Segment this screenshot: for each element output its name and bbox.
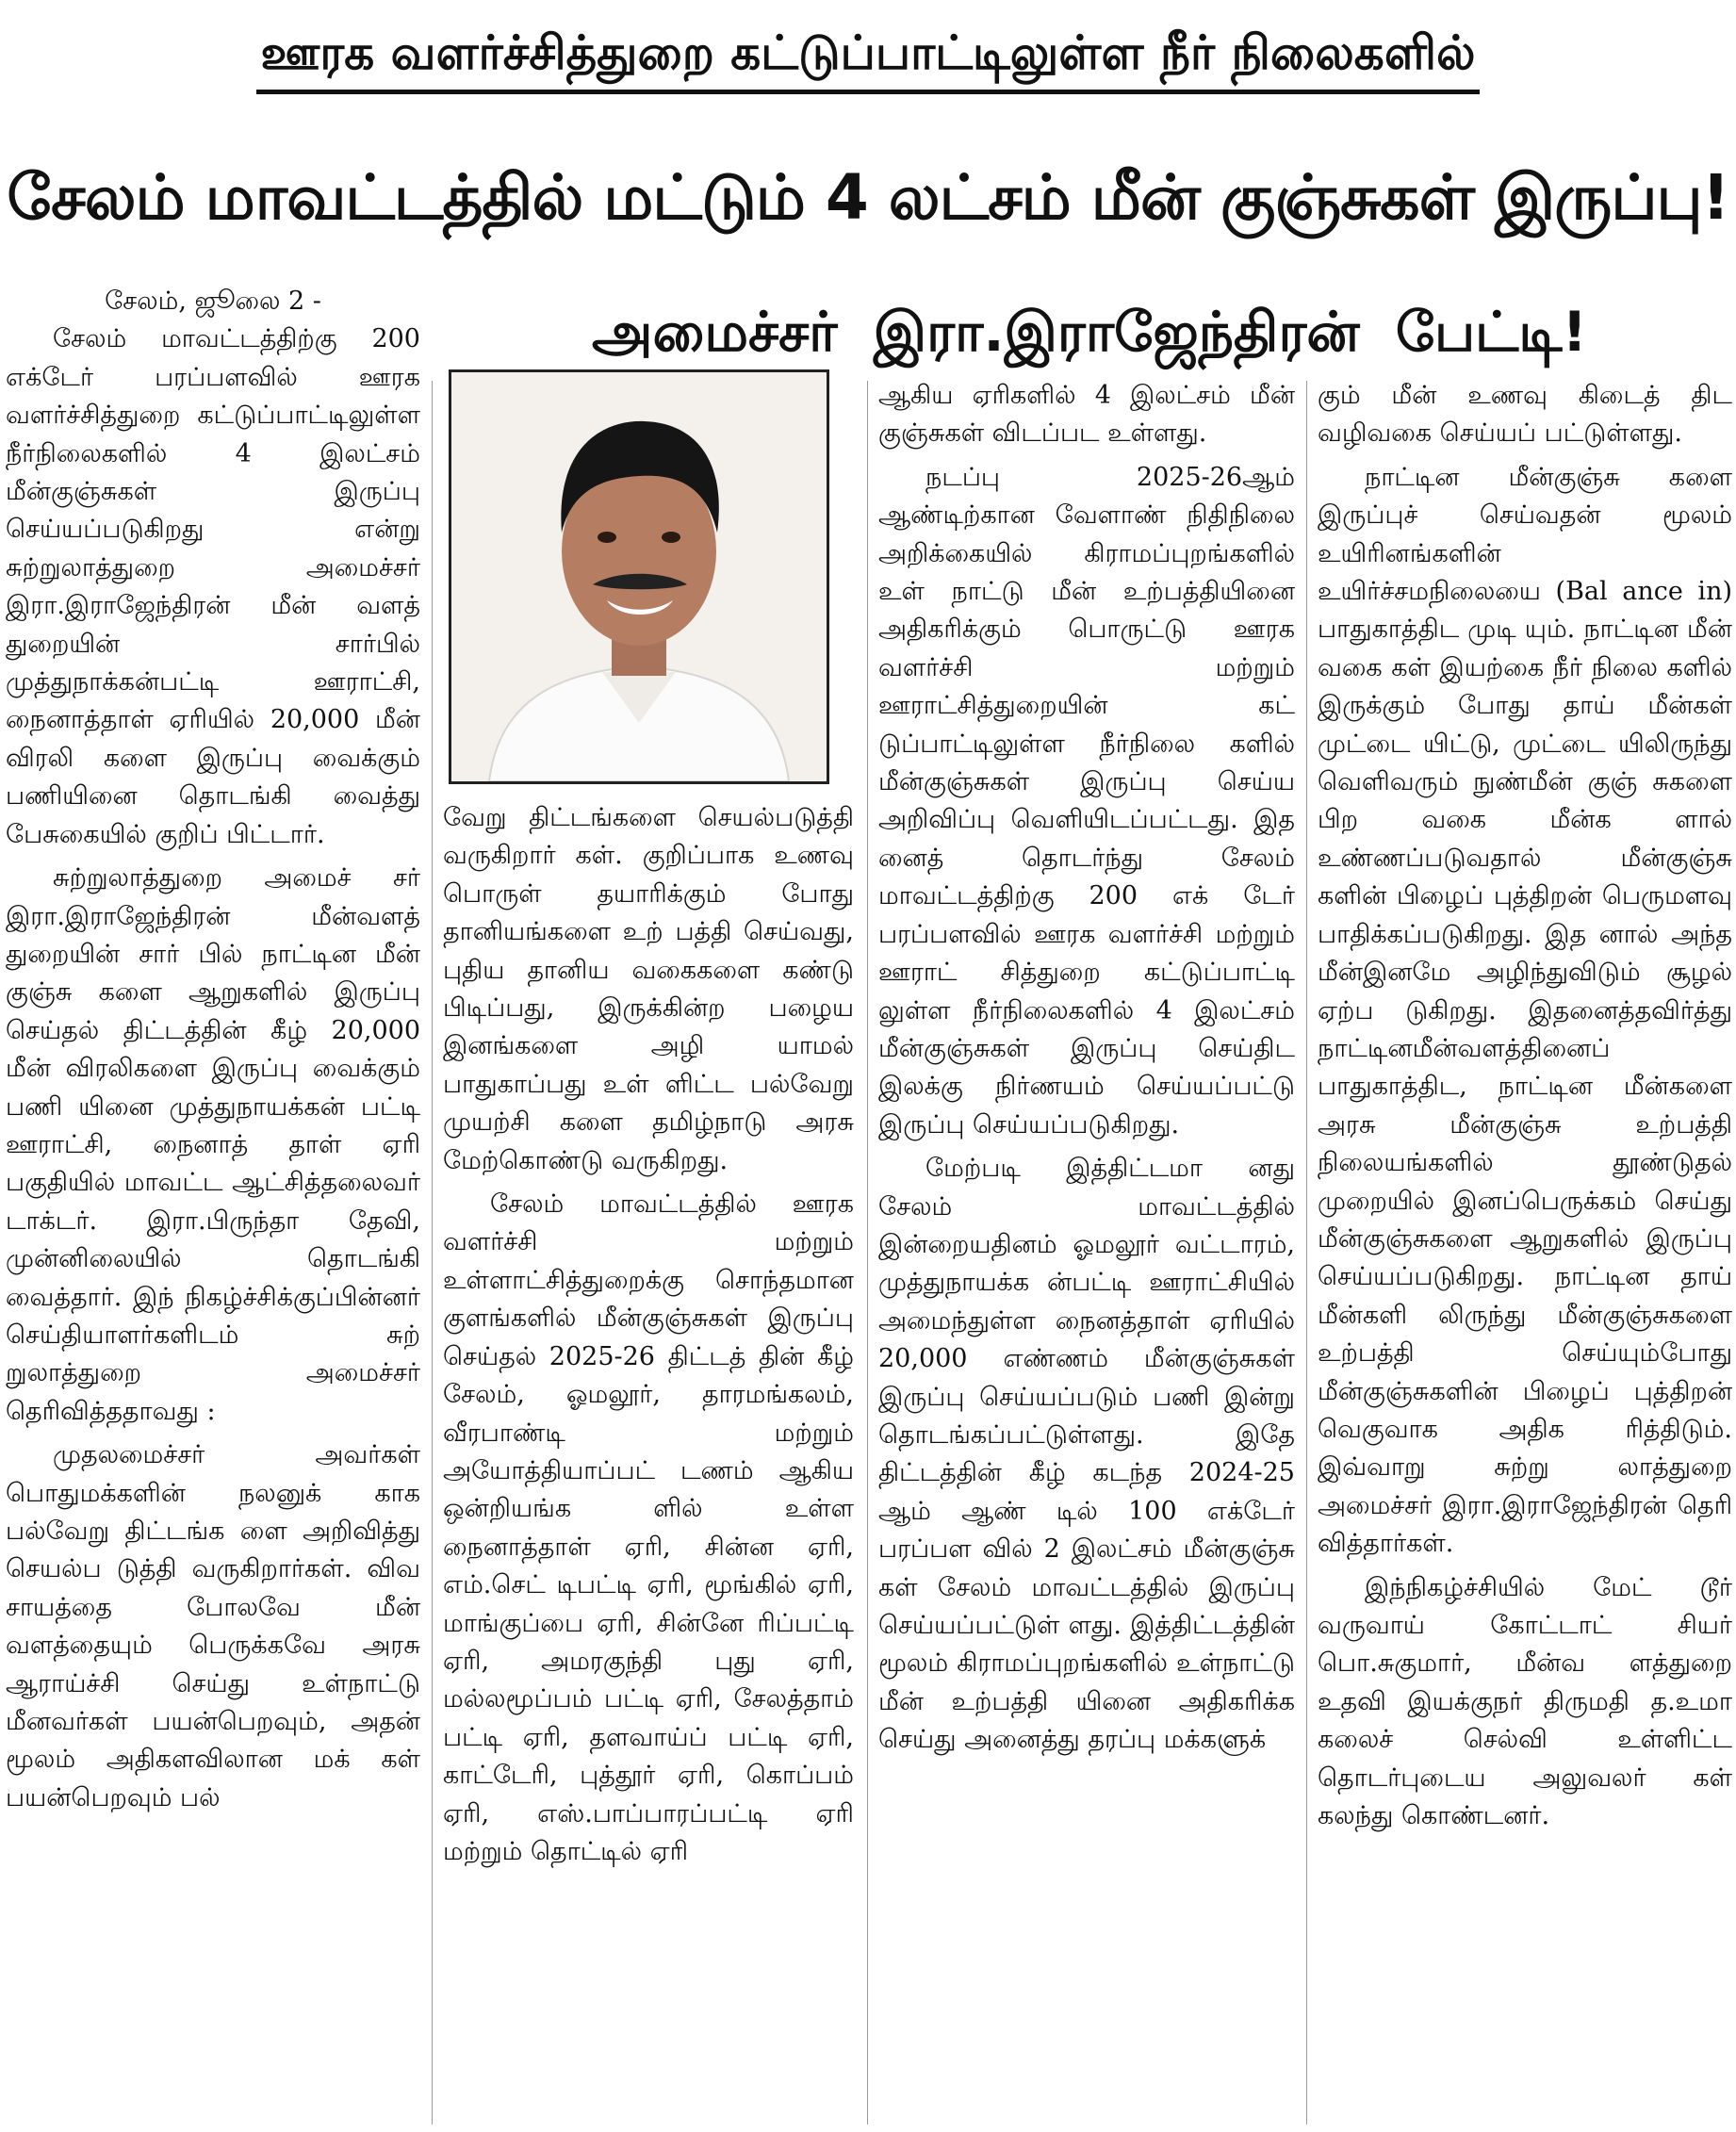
paragraph: சேலம் மாவட்டத்தில் ஊரக வளர்ச்சி மற்றும் உள்ளாட்சித்துறைக்கு சொந்தமான குளங்களில் மீன்குஞ்சுகள் இருப்பு செய்தல் 2025-26 திட்டத் தின் கீழ் சேலம், ஓமலூர், தாரமங்கலம், வீரபாண்டி மற்றும் அயோத்தியாப்பட் டணம் ஆகிய ஒன்றியங்க ளில் உள்ள நைனாத்தாள் ஏரி, சின்ன ஏரி, எம்.செட் டிபட்டி ஏரி, மூங்கில் ஏரி, மாங்குப்பை ஏரி, சின்னே ரிப்பட்டி ஏரி, அமரகுந்தி புது ஏரி, மல்லமூப்பம் பட்டி ஏரி, சேலத்தாம் பட்டி ஏரி, தளவாய்ப் பட்டி ஏரி, காட்டேரி, புத்தூர் ஏரி, கொப்பம் ஏரி, எஸ்.பாப்பாரப்பட்டி ஏரி மற்றும் தொட்டில் ஏரி xyxy=(443,1189,854,1866)
article-column-4 xyxy=(1318,377,1732,2128)
paragraph: ஆகிய ஏரிகளில் 4 இலட்சம் மீன் குஞ்சுகள் விடப்பட உள்ளது. xyxy=(878,381,1295,449)
column-rule xyxy=(432,381,433,2124)
paragraph: முதலமைச்சர் அவர்கள் பொதுமக்களின் நலனுக் காக பல்வேறு திட்டங்க ளை அறிவித்து செயல்ப டுத்தி வருகிறார்கள். விவ சாயத்தை போலவே மீன் வளத்தையும் பெருக்கவே அரசு ஆராய்ச்சி செய்து உள்நாட்டு மீனவர்கள் பயன்பெறவும், அதன் மூலம் அதிகளவிலான மக் கள் பயன்பெறவும் பல் xyxy=(6,1440,420,1812)
paragraph: மேற்படி இத்திட்டமா னது சேலம் மாவட்டத்தில் இன்றையதினம் ஓமலூர் வட்டாரம், முத்துநாயக்க ன்பட்டி ஊராட்சியில் அமைந்துள்ள நைனத்தாள் ஏரியில் 20,000 எண்ணம் மீன்குஞ்சுகள் இருப்பு செய்யப்படும் பணி இன்று தொடங்கப்பட்டுள்ளது. இதே திட்டத்தின் கீழ் கடந்த 2024-25 ஆம் ஆண் டில் 100 எக்டேர் பரப்பள வில் 2 இலட்சம் மீன்குஞ்சு கள் சேலம் மாவட்டத்தில் இருப்பு செய்யப்பட்டுள் ளது. இத்திட்டத்தின் மூலம் கிராமப்புறங்களில் உள்நாட்டு மீன் உற்பத்தி யினை அதிகரிக்க செய்து அனைத்து தரப்பு மக்களுக் xyxy=(878,1154,1295,1755)
paragraph: இந்நிகழ்ச்சியில் மேட் டூர் வருவாய் கோட்டாட் சியர் பொ.சுகுமார், மீன்வ ளத்துறை உதவி இயக்குநர் திருமதி த.உமா கலைச் செல்வி உள்ளிட்ட தொடர்புடைய அலுவலர் கள் கலந்து கொண்டனர். xyxy=(1318,1572,1732,1831)
minister-photo xyxy=(449,369,829,784)
paragraph: சேலம் மாவட்டத்திற்கு 200 எக்டேர் பரப்பளவில் ஊரக வளர்ச்சித்துறை கட்டுப்பாட்டிலுள்ள நீர்நிலைகளில் 4 இலட்சம் மீன்குஞ்சுகள் இருப்பு செய்யப்படுகிறது என்று சுற்றுலாத்துறை அமைச்சர் இரா.இராஜேந்திரன் மீன் வளத் துறையின் சார்பில் முத்துநாக்கன்பட்டி ஊராட்சி, நைனாத்தாள் ஏரியில் 20,000 மீன் விரலி களை இருப்பு வைக்கும் பணியினை தொடங்கி வைத்து பேசுகையில் குறிப் பிட்டார். xyxy=(6,324,420,849)
article-column-3 xyxy=(878,377,1295,2128)
paragraph: சுற்றுலாத்துறை அமைச் சர் இரா.இராஜேந்திரன் மீன்வளத் துறையின் சார் பில் நாட்டின மீன் குஞ்சு களை ஆறுகளில் இருப்பு செய்தல் திட்டத்தின் கீழ் 20,000 மீன் விரலிகளை இருப்பு வைக்கும் பணி யினை முத்துநாயக்கன் பட்டி ஊராட்சி, நைனாத் தாள் ஏரி பகுதியில் மாவட்ட ஆட்சித்தலைவர் டாக்டர். இரா.பிருந்தா தேவி, முன்னிலையில் தொடங்கி வைத்தார். இந் நிகழ்ச்சிக்குப்பின்னர் செய்தியாளர்களிடம் சுற் றுலாத்துறை அமைச்சர் தெரிவித்ததாவது : xyxy=(6,863,420,1426)
kicker-headline: ஊரக வளர்ச்சித்துறை கட்டுப்பாட்டிலுள்ள நீர் நிலைகளில் xyxy=(0,11,1736,94)
main-headline: சேலம் மாவட்டத்தில் மட்டும் 4 லட்சம் மீன் குஞ்சுகள் இருப்பு! xyxy=(7,161,1729,234)
paragraph: நாட்டின மீன்குஞ்சு களை இருப்புச் செய்வதன் மூலம் உயிரினங்களின் உயிர்ச்சமநிலையை (Bal ance in) பாதுகாத்திட முடி யும். நாட்டின மீன் வகை கள் இயற்கை நீர் நிலை களில் இருக்கும் போது தாய் மீன்கள் முட்டை யிட்டு, முட்டை யிலிருந்து வெளிவரும் நுண்மீன் குஞ் சுகளை பிற வகை மீன்க ளால் உண்ணப்படுவதால் மீன்குஞ்சு களின் பிழைப் புத்திறன் பெருமளவு பாதிக்கப்படுகிறது. இத னால் அந்த மீன்இனமே அழிந்துவிடும் சூழல் ஏற்ப டுகிறது. இதனைத்தவிர்த்து நாட்டினமீன்வளத்தினைப் பாதுகாத்திட, நாட்டின மீன்களை அரசு மீன்குஞ்சு உற்பத்தி நிலையங்களில் தூண்டுதல் முறையில் இனப்பெருக்கம் செய்து மீன்குஞ்சுகளை ஆறுகளில் இருப்பு செய்யப்படுகிறது. நாட்டின தாய் மீன்களி லிருந்து மீன்குஞ்சுகளை உற்பத்தி செய்யும்போது மீன்குஞ்சுகளின் பிழைப் புத்திறன் வெகுவாக அதிக ரித்திடும். இவ்வாறு சுற்று லாத்துறை அமைச்சர் இரா.இராஜேந்திரன் தெரி வித்தார்கள். xyxy=(1318,462,1732,1559)
article-column-2 xyxy=(443,799,854,2128)
dateline: சேலம், ஜூலை 2 - xyxy=(105,287,321,316)
paragraph: கும் மீன் உணவு கிடைத் திட வழிவகை செய்யப் பட்டுள்ளது. xyxy=(1318,381,1732,449)
article-column-1 xyxy=(6,283,420,2128)
paragraph: நடப்பு 2025-26ஆம் ஆண்டிற்கான வேளாண் நிதிநிலை அறிக்கையில் கிராமப்புறங்களில் உள் நாட்டு மீன் உற்பத்தியினை அதிகரிக்கும் பொருட்டு ஊரக வளர்ச்சி மற்றும் ஊராட்சித்துறையின் கட் டுப்பாட்டிலுள்ள நீர்நிலை களில் மீன்குஞ்சுகள் இருப்பு செய்ய அறிவிப்பு வெளியிடப்பட்டது. இத னைத் தொடர்ந்து சேலம் மாவட்டத்திற்கு 200 எக் டேர் பரப்பளவில் ஊரக வளர்ச்சி மற்றும் ஊராட் சித்துறை கட்டுப்பாட்டி லுள்ள நீர்நிலைகளில் 4 இலட்சம் மீன்குஞ்சுகள் இருப்பு செய்திட இலக்கு நிர்ணயம் செய்யப்பட்டு இருப்பு செய்யப்படுகிறது. xyxy=(878,462,1295,1140)
paragraph: வேறு திட்டங்களை செயல்படுத்தி வருகிறார் கள். குறிப்பாக உணவு பொருள் தயாரிக்கும் போது தானியங்களை உற் பத்தி செய்வது, புதிய தானிய வகைகளை கண்டு பிடிப்பது, இருக்கின்ற பழைய இனங்களை அழி யாமல் பாதுகாப்பது உள் ளிட்ட பல்வேறு முயற்சி களை தமிழ்நாடு அரசு மேற்கொண்டு வருகிறது. xyxy=(443,803,854,1175)
portrait-illustration xyxy=(451,372,827,781)
sub-headline: அமைச்சர் இரா.இராஜேந்திரன் பேட்டி! xyxy=(592,300,1587,364)
column-rule xyxy=(867,381,868,2124)
column-rule xyxy=(1306,381,1307,2124)
